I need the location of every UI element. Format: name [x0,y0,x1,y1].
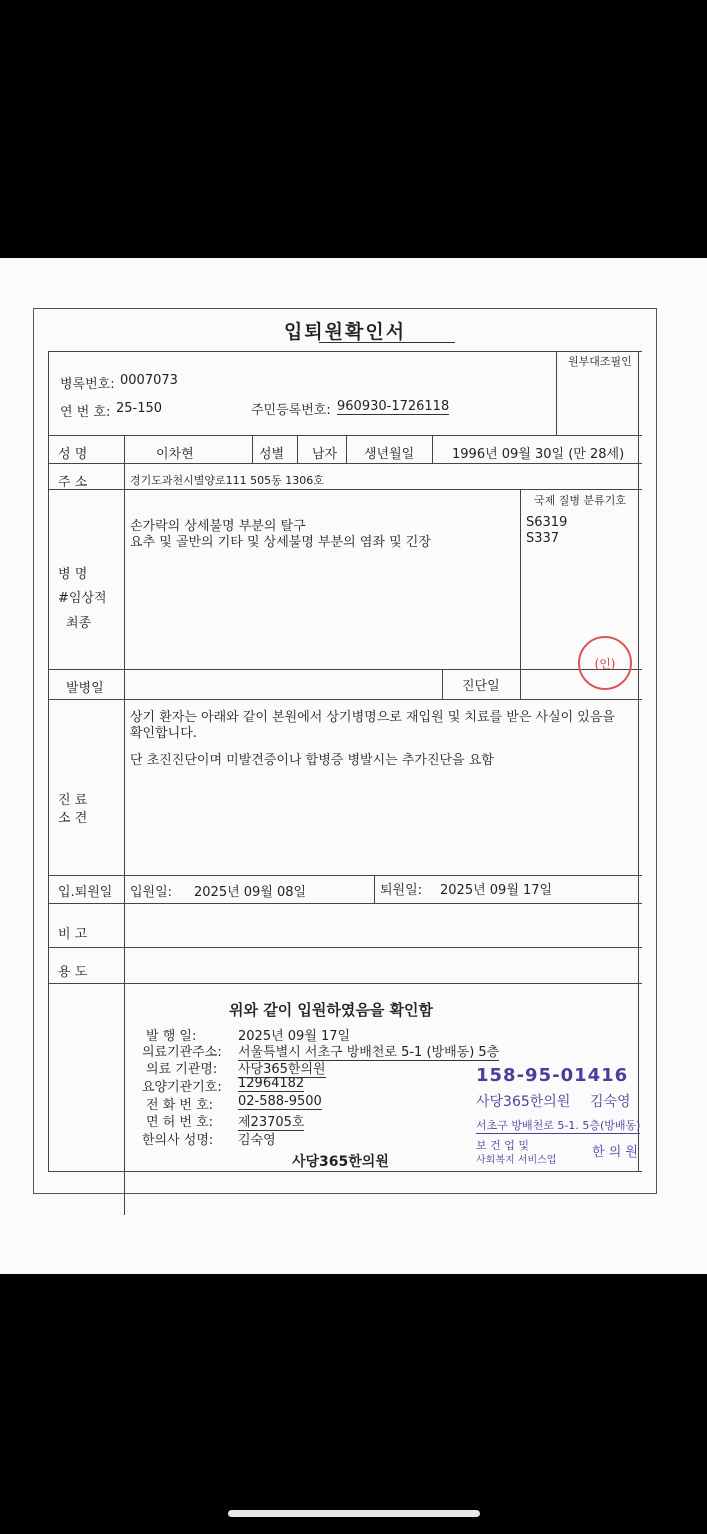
name-label: 성 명 [58,447,88,462]
address-label: 주 소 [58,475,88,490]
doctor-name: 김숙영 [238,1133,276,1148]
clinic-address-label: 의료기관주소: [142,1045,222,1060]
diagnosis-1: 손가락의 상세불명 부분의 탈구 [130,519,306,534]
business-owner: 김숙영 [590,1094,631,1110]
serial-label: 연 번 호: [60,405,111,420]
issue-date: 2025년 09월 17일 [238,1029,351,1044]
record-no-label: 병록번호: [60,377,115,392]
sex-label: 성별 [259,447,285,462]
admission-label: 입.퇴원일 [58,885,113,900]
table-top [48,351,642,352]
diagnosis-date-label: 진단일 [462,679,500,694]
icd-1: S6319 [526,515,568,530]
business-type: 보 건 업 및 [476,1139,529,1152]
table-bottom [48,1171,642,1172]
address-value: 경기도과천시별양로111 505동 1306호 [130,474,324,487]
sex-value: 남자 [312,447,338,462]
purpose-label: 용 도 [58,965,88,980]
phone-label: 전 화 번 호: [146,1098,214,1113]
business-category: 사회복지 서비스업 [476,1155,557,1166]
license-value: 제23705호 [238,1111,304,1131]
confirm-text: 위와 같이 입원하였음을 확인함 [229,1001,434,1019]
care-code-label: 요양기관기호: [142,1080,222,1095]
clinic-address: 서울특별시 서초구 방배천로 5-1 (방배동) 5층 [238,1041,499,1061]
home-indicator[interactable] [228,1510,480,1517]
issue-label: 발 행 일: [146,1029,197,1044]
document-page [0,258,707,1274]
table-left [48,351,49,1171]
opinion-line-3: 단 초진진단이며 미발견증이나 합병증 병발시는 추가진단을 요함 [130,753,494,768]
diagnosis-label-final: 최종 [66,616,92,631]
resident-label: 주민등록번호: [251,403,331,418]
diagnosis-2: 요추 및 골반의 기타 및 상세불명 부분의 염좌 및 긴장 [130,535,431,550]
diagnosis-label: 병 명 [58,567,88,582]
business-number: 158-95-01416 [476,1065,629,1086]
serial-no: 25-150 [116,401,163,416]
resident-no: 960930-1726118 [337,399,450,414]
remarks-label: 비 고 [58,927,88,942]
license-label: 면 허 번 호: [146,1115,214,1130]
record-no: 0007073 [120,373,178,388]
phone-value: 02-588-9500 [238,1094,322,1109]
patient-name: 이차현 [156,447,194,462]
doctor-label: 한의사 성명: [142,1133,214,1148]
opinion-label-2: 소 견 [58,811,88,826]
red-seal-stamp [578,636,632,690]
icd-2: S337 [526,531,560,546]
admit-date: 2025년 09월 08일 [194,885,307,900]
icd-label: 국제 질병 분류기호 [534,494,627,507]
seal-box-border [556,351,557,435]
table-right [638,351,639,1171]
admit-label: 입원일: [130,885,173,900]
dob-label: 생년월일 [364,447,415,462]
footer-clinic-name: 사당365한의원 [292,1154,389,1170]
onset-label: 발병일 [66,681,104,696]
diagnosis-label-clinical: #임상적 [58,591,107,606]
clinic-name-label: 의료 기관명: [146,1062,218,1077]
opinion-line-2: 확인합니다. [130,726,197,741]
business-clinic: 사당365한의원 [476,1094,571,1110]
opinion-label-1: 진 료 [58,793,88,808]
seal-header: 원부대조필인 [568,355,632,368]
business-item: 한 의 원 [592,1145,638,1160]
discharge-label: 퇴원일: [380,883,423,898]
discharge-date: 2025년 09월 17일 [440,883,553,898]
dob-value: 1996년 09월 30일 (만 28세) [452,447,625,462]
title-underline [319,342,455,343]
document-title: 입퇴원확인서 [283,321,407,343]
business-address: 서초구 방배천로 5-1. 5층(방배동) [476,1119,641,1132]
opinion-line-1: 상기 환자는 아래와 같이 본원에서 상기병명으로 재입원 및 치료를 받은 사실이 있음을 [130,710,615,725]
care-code: 12964182 [238,1076,305,1091]
document-frame [33,308,657,1194]
clinic-name: 사당365한의원 [238,1058,326,1078]
seal-mark: (인) [594,656,616,671]
